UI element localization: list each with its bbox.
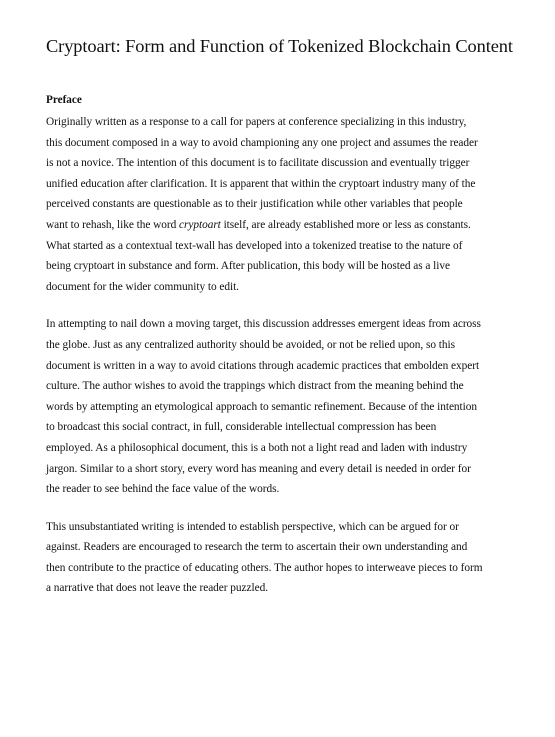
paragraph-line: to broadcast this social contract, in full, considerable intellectual compression has been [46,421,437,434]
paragraph-line: This unsubstantiated writing is intended to establish perspective, which can be argued for or [46,520,459,533]
paragraph-line: document for the wider community to edit. [46,280,239,293]
text-run: itself, are already established more or less as constants. [220,218,471,231]
paragraph-line: the globe. Just as any centralized authority should be avoided, or not be relied upon, so this [46,338,455,351]
paragraph-line: What started as a contextual text-wall has developed into a tokenized treatise to the nature of [46,239,463,252]
document-title: Cryptoart: Form and Function of Tokenized Blockchain Content [46,36,513,56]
paragraph-1 [46,112,515,297]
section-heading-preface: Preface [46,94,82,106]
paragraph-line: unified education after clarification. It is apparent that within the cryptoart industry many of the [46,177,476,190]
paragraph-line: employed. As a philosophical document, this is a both not a light read and laden with industry [46,441,468,454]
paragraph-line: is not a novice. The intention of this document is to facilitate discussion and eventually trigger [46,157,470,170]
paragraph-line: this document composed in a way to avoid championing any one project and assumes the reader [46,136,478,149]
paragraph-line: being cryptoart in substance and form. After publication, this body will be hosted as a live [46,260,450,273]
paragraph-line: a narrative that does not leave the reader puzzled. [46,582,269,595]
paragraph-line: In attempting to nail down a moving target, this discussion addresses emergent ideas from across [46,318,481,331]
paragraph-line: the reader to see behind the face value of the words. [46,483,280,496]
emphasized-term: cryptoart [179,218,221,231]
paragraph-line: jargon. Similar to a short story, every word has meaning and every detail is needed in order for [46,462,471,475]
paragraph-line: culture. The author wishes to avoid the trappings which distract from the meaning behind the [46,380,464,393]
paragraph-line: against. Readers are encouraged to research the term to ascertain their own understanding and [46,541,468,554]
paragraph-3 [46,517,515,599]
paragraph-2 [46,314,515,499]
paragraph-line: words by attempting an etymological approach to semantic refinement. Because of the intention [46,400,478,413]
paragraph-line: Originally written as a response to a call for papers at conference specializing in this industry, [46,116,467,128]
paragraph-line: then contribute to the practice of educating others. The author hopes to interweave pieces to form [46,561,483,574]
paragraph-line-with-emphasis [46,215,515,236]
text-run: want to rehash, like the word [46,218,180,231]
paragraph-line: document is written in a way to avoid citations through academic practices that embolden expert [46,359,480,372]
paragraph-line: perceived constants are questionable as to their justification while other variables that people [46,198,463,211]
